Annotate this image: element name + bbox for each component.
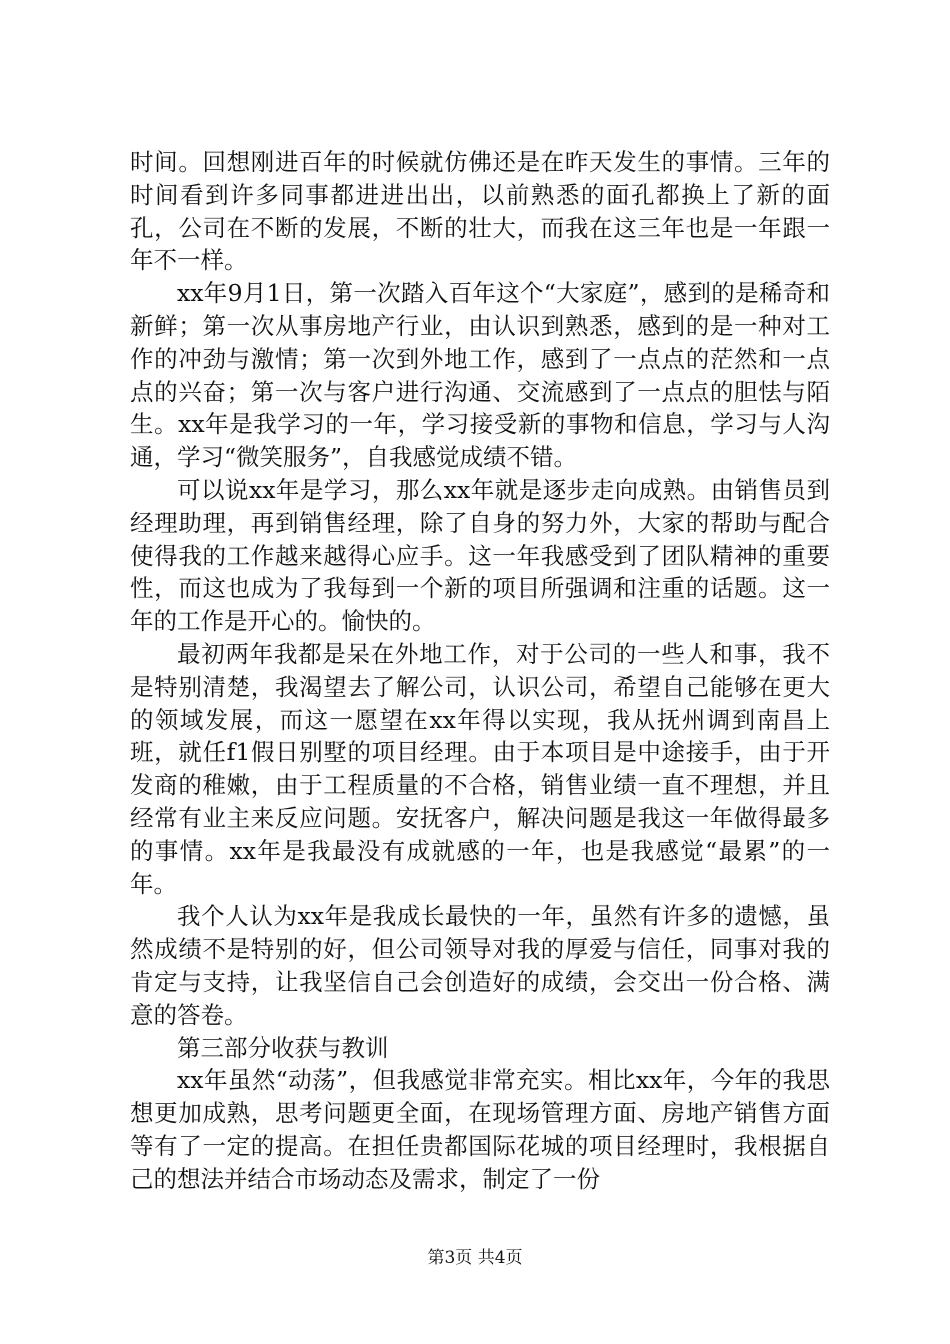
section-heading: 第三部分收获与教训 bbox=[177, 1033, 389, 1062]
paragraph-3: 可以说xx年是学习，那么xx年就是逐步走向成熟。由销售员到经理助理，再到销售经理，除了自身的努力外，大家的帮助与配合使得我的工作越来越得心应手。这一年我感受到了团队精神的重要性，而这也成为了我每到一个新的项目所强调和注重的话题。这一年的工作是开心的。愉快的。 bbox=[130, 475, 830, 636]
paragraph-4: 最初两年我都是呆在外地工作，对于公司的一些人和事，我不是特别清楚，我渴望去了解公司，认识公司，希望自己能够在更大的领域发展，而这一愿望在xx年得以实现，我从抚州调到南昌上班，就任f1假日别墅的项目经理。由于本项目是中途接手，由于开发商的稚嫩，由于工程质量的不合格，销售业绩一直不理想，并且经常有业主来反应问题。安抚客户，解决问题是我这一年做得最多的事情。xx年是我最没有成就感的一年，也是我感觉“最累”的一年。 bbox=[130, 639, 830, 898]
page-number-footer: 第3页 共4页 bbox=[427, 1248, 523, 1268]
paragraph-5: 我个人认为xx年是我成长最快的一年，虽然有许多的遗憾，虽然成绩不是特别的好，但公司领导对我的厚爱与信任，同事对我的肯定与支持，让我坚信自己会创造好的成绩，会交出一份合格、满意的答卷。 bbox=[130, 902, 830, 1029]
paragraph-2: xx年9月1日，第一次踏入百年这个“大家庭”，感到的是稀奇和新鲜；第一次从事房地产行业，由认识到熟悉，感到的是一种对工作的冲劲与激情；第一次到外地工作，感到了一点点的茫然和一点点的兴奋；第一次与客户进行沟通、交流感到了一点点的胆怯与陌生。xx年是我学习的一年，学习接受新的事物和信息，学习与人沟通，学习“微笑服务”，自我感觉成绩不错。 bbox=[130, 279, 830, 472]
paragraph-1: 时间。回想刚进百年的时候就仿佛还是在昨天发生的事情。三年的时间看到许多同事都进进出出，以前熟悉的面孔都换上了新的面孔，公司在不断的发展，不断的壮大，而我在这三年也是一年跟一年不一样。 bbox=[130, 148, 830, 275]
paragraph-6: xx年虽然“动荡”，但我感觉非常充实。相比xx年，今年的我思想更加成熟，思考问题更全面，在现场管理方面、房地产销售方面等有了一定的提高。在担任贵都国际花城的项目经理时，我根据自己的想法并结合市场动态及需求，制定了一份 bbox=[130, 1066, 830, 1193]
document-body bbox=[130, 146, 830, 1196]
